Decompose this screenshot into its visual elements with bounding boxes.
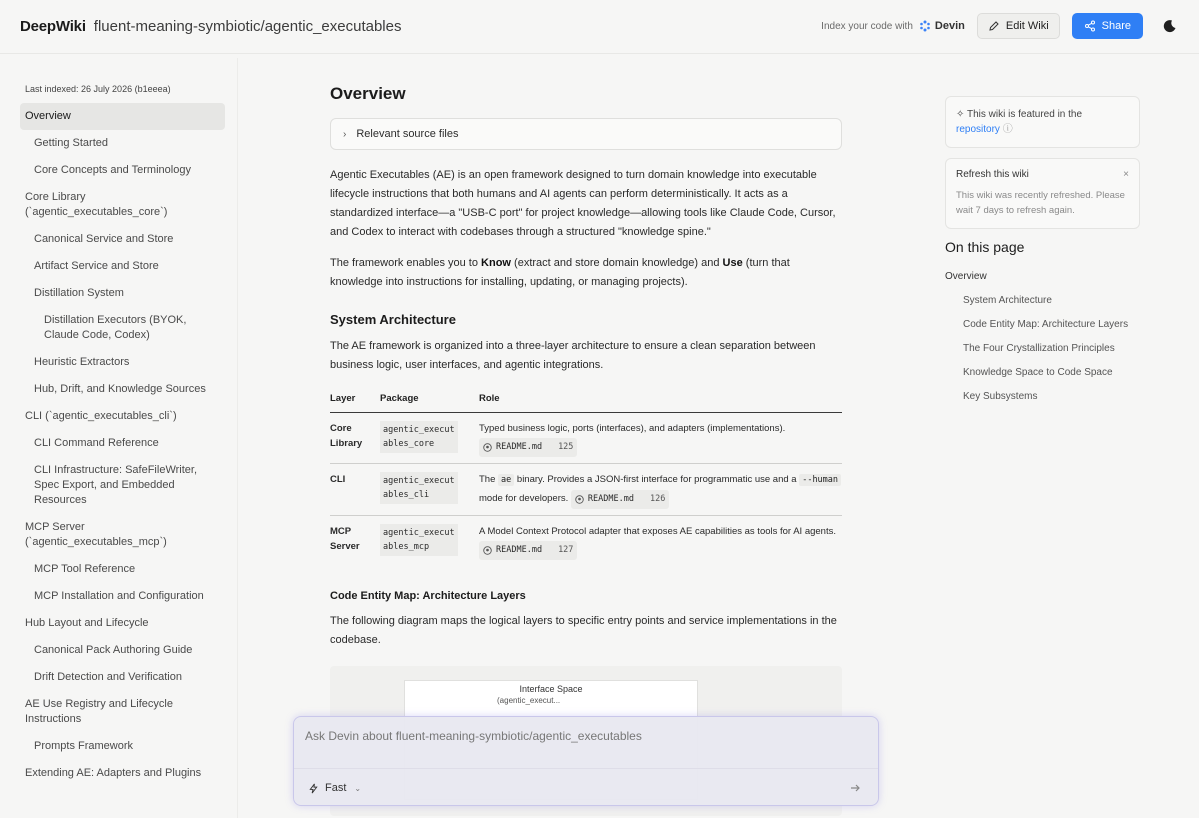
table-header: Role	[479, 387, 842, 413]
role-cell	[479, 516, 842, 567]
table-header-row	[330, 387, 842, 413]
sidebar-item-cli-infrastructure[interactable]: CLI Infrastructure: SafeFileWriter, Spec Export, and Embedded Resources	[34, 464, 198, 506]
chevron-right-icon: ›	[343, 128, 347, 140]
package-code: agentic_executables_mcp	[380, 524, 458, 556]
sidebar-item-prompts-framework[interactable]: Prompts Framework	[34, 740, 134, 752]
table-row	[330, 413, 842, 464]
relevant-source-files-label: Relevant source files	[356, 128, 459, 140]
github-icon	[483, 546, 492, 555]
sparkle-icon: ✧	[956, 109, 965, 120]
devin-logo-icon	[919, 20, 931, 32]
role-text: Typed business logic, ports (interfaces), and adapters (implementations).	[479, 423, 786, 434]
sidebar-item-ae-use-registry[interactable]: AE Use Registry and Lifecycle Instructions	[25, 698, 173, 725]
otp-item-crystallization-principles[interactable]: The Four Crystallization Principles	[963, 343, 1115, 354]
know-term: Know	[481, 257, 511, 269]
sidebar-item-hub-layout[interactable]: Hub Layout and Lifecycle	[25, 617, 149, 629]
sidebar-item-core-library[interactable]: Core Library (`agentic_executables_core`)	[25, 191, 168, 218]
diagram-label: Interface Space	[519, 684, 583, 694]
top-bar	[0, 0, 1199, 54]
layer-cell: Core Library	[330, 413, 380, 464]
package-code: agentic_executables_cli	[380, 472, 458, 504]
ask-devin-box	[293, 716, 879, 806]
diagram-sublabel: (agentic_execut...	[497, 696, 561, 705]
share-button[interactable]	[1072, 13, 1143, 39]
package-cell	[380, 464, 479, 516]
featured-card	[945, 96, 1140, 148]
refresh-card	[945, 158, 1140, 229]
package-code: agentic_executables_core	[380, 421, 458, 453]
readme-link[interactable]: README.md 127	[479, 541, 577, 560]
mode-label: Fast	[325, 782, 347, 794]
repository-link[interactable]: repository	[956, 124, 1000, 135]
sidebar-item-hub-drift[interactable]: Hub, Drift, and Knowledge Sources	[34, 383, 206, 395]
role-text: A Model Context Protocol adapter that exposes AE capabilities as tools for AI agents.	[479, 526, 836, 537]
refresh-title: Refresh this wiki	[956, 169, 1029, 180]
github-icon	[575, 495, 584, 504]
lightning-icon	[308, 783, 319, 794]
edit-wiki-button[interactable]	[977, 13, 1060, 39]
sidebar-item-canonical-service[interactable]: Canonical Service and Store	[34, 233, 174, 245]
sidebar-item-mcp-installation[interactable]: MCP Installation and Configuration	[34, 590, 204, 602]
devin-link[interactable]	[919, 20, 965, 32]
arrow-right-icon	[849, 782, 861, 794]
intro-paragraph: Agentic Executables (AE) is an open framework designed to turn domain knowledge into executable lifecycle instructions that both humans and AI agents can perform deterministically. It acts as a standardized interface—a "USB-C port" for project knowledge—allowing tools like Claude Code, Cursor, and Codex to interact with codebases through a structured "knowledge spine."	[330, 169, 836, 238]
readme-link[interactable]: README.md 125	[479, 438, 577, 457]
framework-paragraph: The framework enables you to Know (extract and store domain knowledge) and Use (turn that knowledge into instructions for installing, updating, or managing projects).	[330, 257, 790, 288]
github-icon	[483, 443, 492, 452]
relevant-source-files-toggle[interactable]	[330, 118, 842, 150]
sidebar-item-cli[interactable]: CLI (`agentic_executables_cli`)	[25, 410, 177, 422]
otp-item-code-entity-map[interactable]: Code Entity Map: Architecture Layers	[963, 319, 1129, 330]
code-entity-map-paragraph: The following diagram maps the logical layers to specific entry points and service implementations in the codebase.	[330, 615, 837, 646]
brand-logo[interactable]: DeepWiki	[20, 18, 86, 35]
sidebar-item-artifact-service[interactable]: Artifact Service and Store	[34, 260, 159, 272]
role-cell: The ae binary. Provides a JSON-first interface for programmatic use and a --human mode for developers. README.md 126	[479, 464, 842, 516]
header-actions	[821, 12, 1179, 40]
sidebar-nav	[0, 58, 238, 818]
devin-label: Devin	[934, 20, 965, 32]
inline-code: ae	[498, 474, 514, 486]
page-title: Overview	[330, 84, 406, 103]
send-button[interactable]	[846, 779, 864, 797]
table-row	[330, 464, 842, 516]
layer-cell: CLI	[330, 464, 380, 516]
featured-text: This wiki is featured in the	[967, 109, 1083, 120]
refresh-body: This wiki was recently refreshed. Please wait 7 days to refresh again.	[956, 190, 1125, 216]
sidebar-item-distillation-system[interactable]: Distillation System	[34, 287, 124, 299]
use-term: Use	[722, 257, 743, 269]
otp-item-key-subsystems[interactable]: Key Subsystems	[963, 391, 1038, 402]
inline-code: --human	[799, 474, 841, 486]
sidebar-item-mcp-tool-reference[interactable]: MCP Tool Reference	[34, 563, 136, 575]
pencil-icon	[988, 20, 1000, 32]
main-content	[330, 84, 842, 816]
edit-wiki-label: Edit Wiki	[1005, 20, 1049, 32]
mode-selector[interactable]	[308, 782, 361, 794]
sidebar-item-cli-command-reference[interactable]: CLI Command Reference	[34, 437, 159, 449]
otp-item-knowledge-space[interactable]: Knowledge Space to Code Space	[963, 367, 1113, 378]
section-heading-system-architecture: System Architecture	[330, 312, 456, 327]
table-header: Package	[380, 387, 479, 413]
table-row	[330, 516, 842, 567]
sidebar-item-heuristic-extractors[interactable]: Heuristic Extractors	[34, 356, 130, 368]
index-text: Index your code with	[821, 20, 913, 32]
info-icon[interactable]: ⓘ	[1002, 124, 1013, 135]
sidebar-item-overview[interactable]: Overview	[20, 103, 225, 130]
theme-toggle-button[interactable]	[1161, 17, 1179, 35]
package-cell	[380, 413, 479, 464]
layer-cell: MCP Server	[330, 526, 360, 552]
sidebar-item-drift-detection[interactable]: Drift Detection and Verification	[34, 671, 182, 683]
sidebar-item-distillation-executors[interactable]: Distillation Executors (BYOK, Claude Code, Codex)	[44, 314, 187, 341]
package-cell	[380, 516, 479, 567]
repo-name[interactable]: fluent-meaning-symbiotic/agentic_executables	[93, 18, 402, 35]
otp-item-overview[interactable]: Overview	[945, 271, 987, 282]
role-cell	[479, 413, 842, 464]
on-this-page-title: On this page	[945, 239, 1025, 255]
otp-item-system-architecture[interactable]: System Architecture	[963, 295, 1052, 306]
last-indexed: Last indexed: 26 July 2026 (b1eeea)	[25, 84, 171, 94]
chevron-down-icon: ⌄	[354, 783, 362, 793]
share-icon	[1084, 20, 1096, 32]
sidebar-item-mcp-server[interactable]: MCP Server (`agentic_executables_mcp`)	[25, 521, 167, 548]
close-icon[interactable]: ×	[1123, 169, 1129, 180]
readme-link[interactable]: README.md 126	[571, 490, 669, 509]
table-header: Layer	[330, 387, 380, 413]
sidebar-item-extending-ae[interactable]: Extending AE: Adapters and Plugins	[25, 767, 202, 779]
moon-icon	[1163, 19, 1177, 33]
share-label: Share	[1101, 20, 1131, 32]
architecture-paragraph: The AE framework is organized into a three-layer architecture to ensure a clean separation between business logic, user interfaces, and agentic integrations.	[330, 340, 816, 371]
section-heading-code-entity-map: Code Entity Map: Architecture Layers	[330, 590, 526, 602]
sidebar-item-canonical-pack[interactable]: Canonical Pack Authoring Guide	[34, 644, 193, 656]
ask-devin-input[interactable]: Ask Devin about fluent-meaning-symbiotic/agentic_executables	[294, 717, 878, 769]
architecture-table	[330, 387, 842, 566]
sidebar-item-core-concepts[interactable]: Core Concepts and Terminology	[34, 164, 191, 176]
sidebar-item-getting-started[interactable]: Getting Started	[34, 137, 108, 149]
right-panel	[945, 96, 1140, 413]
